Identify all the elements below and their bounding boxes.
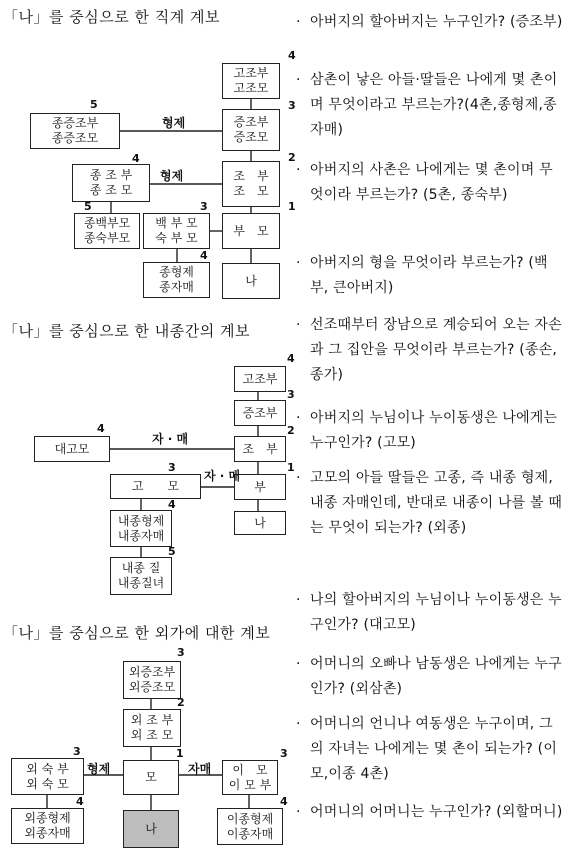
label-line-2: 고조모 bbox=[233, 81, 269, 95]
box-oejonghyeongje bbox=[11, 808, 84, 844]
degree-jongbaekbumo: 5 bbox=[84, 200, 92, 213]
title-inner-lineage: 「나」를 중심으로 한 내종간의 계보 bbox=[3, 322, 250, 340]
degree-jongjeungjobu: 5 bbox=[90, 98, 98, 111]
box-jonghyeongje bbox=[143, 262, 210, 298]
bullet: · bbox=[296, 592, 301, 608]
question-text: 나의 할아버지의 누님이나 누이동생은 누구인가? (대고모) bbox=[310, 592, 562, 633]
box-jeungjobu-2 bbox=[234, 400, 286, 426]
degree-oejonghyeongje: 4 bbox=[76, 795, 84, 808]
bullet: · bbox=[296, 72, 301, 88]
box-gomo bbox=[110, 474, 201, 499]
question-text: 선조때부터 장남으로 계승되어 오는 자손과 그 집안을 무엇이라 부르는가? (종손, 종가) bbox=[310, 317, 562, 383]
box-gojobu-2 bbox=[234, 366, 286, 392]
degree-mo: 1 bbox=[176, 747, 184, 760]
question-text: 아버지의 형을 무엇이라 부르는가? (백부, 큰아버지) bbox=[310, 255, 548, 296]
relation-hyeongje-1: 형제 bbox=[162, 116, 186, 130]
relation-jamae-1: 자 · 매 bbox=[152, 432, 189, 446]
relation-jamae-2: 자 · 매 bbox=[204, 469, 241, 483]
label-line-1: 외 조 부 bbox=[130, 713, 174, 727]
box-baekbumo bbox=[143, 213, 210, 249]
label: 나 bbox=[145, 821, 157, 836]
box-mo bbox=[123, 760, 179, 795]
label-line-1: 종백부모 bbox=[83, 216, 131, 230]
question-text: 삼촌이 낳은 아들·딸들은 나에게 몇 촌이며 무엇이라고 부르는가?(4촌,종형제,종자매) bbox=[310, 72, 558, 138]
box-ijonghyeongje bbox=[217, 808, 283, 845]
box-oejobu bbox=[123, 709, 181, 747]
box-jeungjobu bbox=[222, 109, 280, 151]
question-10 bbox=[296, 712, 566, 787]
degree-jobu-2: 2 bbox=[287, 424, 295, 437]
bullet: · bbox=[296, 804, 301, 820]
degree-gomo: 3 bbox=[168, 461, 176, 474]
label-line-2: 외증조모 bbox=[128, 680, 176, 694]
degree-imo: 3 bbox=[280, 747, 288, 760]
box-na-1 bbox=[222, 263, 280, 299]
label-line-1: 이 모 bbox=[232, 762, 268, 777]
label-line-2: 종 조 모 bbox=[89, 183, 133, 197]
question-9 bbox=[296, 652, 566, 702]
box-jongjobu bbox=[72, 164, 150, 202]
question-text: 어머니의 어머니는 누구인가? (외할머니) bbox=[310, 804, 563, 820]
label: 나 bbox=[245, 273, 257, 288]
question-5 bbox=[296, 313, 566, 388]
degree-daegomo: 4 bbox=[97, 422, 105, 435]
box-jongbaekbumo bbox=[74, 213, 140, 249]
label-line-1: 증조부 bbox=[233, 115, 269, 129]
label: 증조부 bbox=[242, 405, 278, 420]
label-line-2: 이종자매 bbox=[226, 826, 274, 841]
degree-jeungjobu: 3 bbox=[288, 99, 296, 112]
question-8 bbox=[296, 588, 566, 638]
relation-hyeongje-2: 형제 bbox=[160, 169, 184, 183]
box-oejeungjobu bbox=[123, 661, 181, 699]
label-line-1: 백 부 모 bbox=[155, 216, 198, 230]
degree-jonghyeongje: 4 bbox=[200, 249, 208, 262]
degree-gojobu-2: 4 bbox=[287, 352, 295, 365]
label-line-1: 외증조부 bbox=[128, 665, 176, 679]
label-line-1: 종형제 bbox=[159, 265, 194, 279]
degree-jongjobu: 4 bbox=[132, 152, 140, 165]
question-2 bbox=[296, 68, 566, 143]
box-gojobu bbox=[222, 63, 280, 99]
label-line-2: 외 조 모 bbox=[130, 728, 174, 742]
degree-bu-2: 1 bbox=[287, 461, 295, 474]
label-line-1: 외종형제 bbox=[24, 811, 71, 825]
box-na-3 bbox=[123, 810, 179, 848]
question-text: 아버지의 사촌은 나에게는 몇 촌이며 무엇이라 부르는가? (5촌, 종숙부) bbox=[310, 162, 553, 203]
label-line-1: 고조부 bbox=[233, 66, 269, 80]
label-line-2: 조 모 bbox=[233, 184, 269, 198]
question-text: 어머니의 언니나 여동생은 누구이며, 그의 자녀는 나에게는 몇 촌이 되는가? (이모,이종 4촌) bbox=[310, 716, 558, 782]
label-line-1: 내종형제 bbox=[117, 513, 165, 528]
degree-gojobu: 4 bbox=[288, 49, 296, 62]
box-naejongjil bbox=[110, 557, 172, 595]
label-line-2: 숙 부 모 bbox=[155, 231, 198, 245]
label: 대고모 bbox=[54, 441, 90, 456]
label-line-2: 종증조모 bbox=[51, 131, 99, 145]
label: 고조부 bbox=[242, 371, 278, 386]
bullet: · bbox=[296, 656, 301, 672]
label-line-2: 증조모 bbox=[233, 130, 269, 144]
bullet: · bbox=[296, 162, 301, 178]
box-oesukbu bbox=[11, 758, 84, 795]
label-line-1: 종증조부 bbox=[51, 116, 99, 130]
bullet: · bbox=[296, 255, 301, 271]
degree-oesukbu: 3 bbox=[73, 745, 81, 758]
title-direct-lineage: 「나」를 중심으로 한 직계 계보 bbox=[3, 8, 220, 26]
degree-naejongjil: 5 bbox=[168, 545, 176, 558]
box-na-2 bbox=[234, 511, 286, 535]
bullet: · bbox=[296, 410, 301, 426]
title-maternal-lineage: 「나」를 중심으로 한 외가에 대한 계보 bbox=[3, 624, 271, 642]
label-line-2: 내종자매 bbox=[117, 528, 165, 543]
box-imo bbox=[222, 760, 278, 795]
label: 부 bbox=[254, 479, 266, 494]
question-3 bbox=[296, 158, 566, 208]
degree-baekbumo: 3 bbox=[200, 200, 208, 213]
label: 나 bbox=[254, 515, 266, 530]
bullet: · bbox=[296, 716, 301, 732]
label-line-2: 종자매 bbox=[159, 280, 194, 294]
question-7 bbox=[296, 466, 566, 541]
box-naejonghyeongje bbox=[110, 510, 172, 547]
question-6 bbox=[296, 406, 566, 456]
question-1 bbox=[296, 10, 566, 35]
degree-jeungjobu-2: 3 bbox=[287, 388, 295, 401]
degree-jobu: 2 bbox=[288, 151, 296, 164]
label-line-2: 외종자매 bbox=[24, 826, 71, 840]
question-4 bbox=[296, 251, 566, 301]
label: 조 부 bbox=[242, 441, 278, 456]
label: 고 모 bbox=[131, 479, 180, 493]
degree-ijonghyeongje: 4 bbox=[280, 795, 288, 808]
degree-oejobu: 2 bbox=[177, 696, 185, 709]
label-line-2: 내종질녀 bbox=[117, 576, 165, 590]
label-line-1: 종 조 부 bbox=[89, 168, 133, 182]
box-jobu-2 bbox=[234, 436, 286, 462]
box-bu-2 bbox=[234, 474, 286, 500]
bullet: · bbox=[296, 14, 301, 30]
degree-bumo: 1 bbox=[288, 200, 296, 213]
question-text: 아버지의 할아버지는 누구인가? (증조부) bbox=[310, 14, 563, 30]
label-line-1: 내종 질 bbox=[121, 561, 161, 575]
label-line-2: 이 모 부 bbox=[228, 777, 272, 792]
box-daegomo bbox=[34, 436, 110, 462]
label-line-1: 조 부 bbox=[233, 169, 269, 183]
label: 모 bbox=[145, 770, 157, 784]
degree-naejonghyeongje: 4 bbox=[168, 498, 176, 511]
bullet: · bbox=[296, 317, 301, 333]
question-11 bbox=[296, 800, 566, 825]
relation-jamae-3: 자매 bbox=[188, 762, 212, 776]
question-text: 아버지의 누님이나 누이동생은 나에게는 누구인가? (고모) bbox=[310, 410, 558, 451]
label-line-2: 외 숙 모 bbox=[26, 776, 69, 791]
label-line-1: 이종형제 bbox=[226, 811, 274, 826]
relation-hyeongje-3: 형제 bbox=[87, 762, 111, 776]
box-bumo bbox=[222, 213, 280, 249]
question-text: 어머니의 오빠나 남동생은 나에게는 누구인가? (외삼촌) bbox=[310, 656, 562, 697]
label-line-1: 외 숙 부 bbox=[26, 761, 69, 776]
label-line-2: 종숙부모 bbox=[83, 231, 131, 245]
bullet: · bbox=[296, 470, 301, 486]
box-jongjeungjobu bbox=[30, 113, 120, 149]
label: 부 모 bbox=[233, 223, 269, 238]
question-text: 고모의 아들 딸들은 고종, 즉 내종 형제, 내종 자매인데, 반대로 내종이 나를 볼 때는 무엇이 되는가? (외종) bbox=[310, 470, 563, 536]
degree-oejeungjobu: 3 bbox=[177, 646, 185, 659]
box-jobu bbox=[222, 161, 280, 207]
